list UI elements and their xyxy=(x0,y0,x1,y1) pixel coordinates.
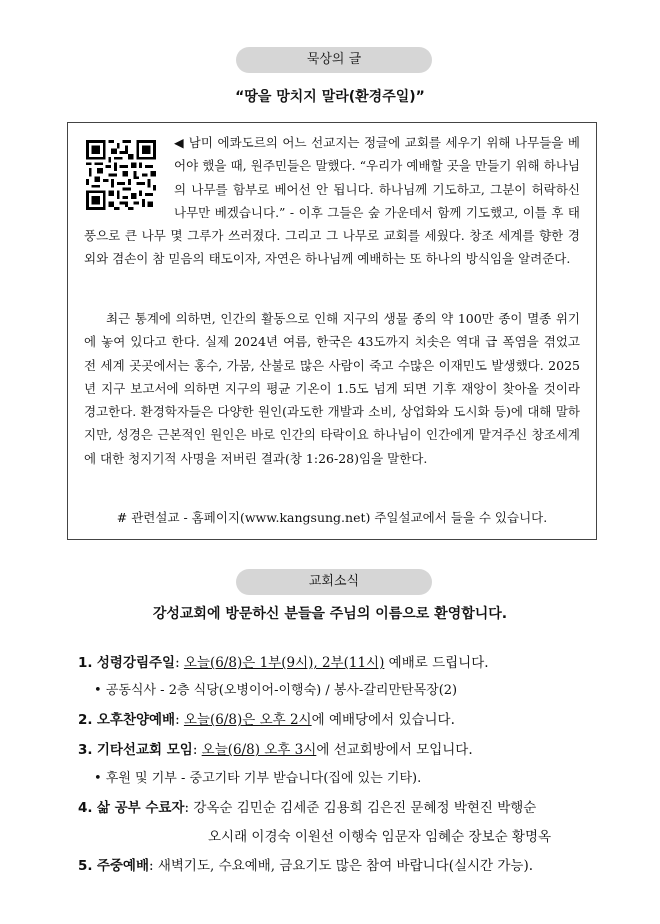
news-item-5 xyxy=(78,854,608,874)
meditation-title: “땅을 망치지 말라(환경주일)” xyxy=(235,89,425,105)
related-sermon-note: # 관련설교 - 홈페이지(www.kangsung.net) 주일설교에서 들을 수 있습니다. xyxy=(116,510,548,525)
news-item-number: 4. xyxy=(78,800,93,816)
news-item-text: 에 예배당에서 있습니다. xyxy=(311,712,455,728)
news-item-heading: 주중예배 xyxy=(96,858,149,874)
news-item-colon: : xyxy=(192,742,202,758)
news-item-number: 1. xyxy=(78,655,93,671)
news-item-highlight: 오늘(6/8)은 1부(9시), 2부(11시) xyxy=(183,655,385,671)
news-item-2 xyxy=(78,708,608,728)
meditation-paragraph-1-text: ◀ 남미 에콰도르의 어느 선교지는 정글에 교회를 세우기 위해 나무들을 베어야 했을 때, 원주민들은 말했다. “우리가 예배할 곳을 만들기 위해 하나님의 나무를 함부로 베어선 안 됩니다. 하나님께 기도하고, 그분이 허락하신 나무만 베겠습니다.” - 이후 그들은 숲 가운데서 함께 기도했고, 이틀 후 태풍으로 큰 나무 몇 그루가 쓰러졌다. 그리고 그 나무로 교회를 세웠다. 창조 세계를 향한 경외와 겸손이 참 믿음의 태도이자, 자연은 하나님께 예배하는 또 하나의 방식임을 알려준다. xyxy=(84,135,580,267)
news-item-4 xyxy=(78,796,608,816)
news-item-1 xyxy=(78,651,608,671)
news-item-text: 새벽기도, 수요예배, 금요기도 많은 참여 바랍니다(실시간 가능). xyxy=(157,858,534,874)
section-label-church-news: 교회소식 xyxy=(236,569,432,595)
graduates-line-2: 오시래 이경숙 이원선 이행숙 임문자 임혜순 장보순 황명옥 xyxy=(208,829,552,845)
news-welcome: 강성교회에 방문하신 분들을 주님의 이름으로 환영합니다. xyxy=(152,606,508,622)
news-item-1-bullet: • 공동식사 - 2층 식당(오병이어-이행숙) / 봉사-갈리만탄목장(2) xyxy=(94,683,458,698)
news-item-heading: 오후찬양예배 xyxy=(96,712,176,728)
news-item-3 xyxy=(78,738,608,758)
news-item-colon: : xyxy=(184,800,194,816)
news-item-colon: : xyxy=(149,858,158,874)
news-item-heading: 성령강림주일 xyxy=(96,655,176,671)
news-item-number: 3. xyxy=(78,742,93,758)
news-item-highlight: 오늘(6/8)은 오후 2시 xyxy=(183,712,312,728)
graduates-line-1: 강옥순 김민순 김세준 김용희 김은진 문혜정 박현진 박행순 xyxy=(193,800,537,816)
news-item-number: 2. xyxy=(78,712,93,728)
news-item-text: 에 선교회방에서 모입니다. xyxy=(316,742,473,758)
news-item-heading: 삶 공부 수료자 xyxy=(96,800,185,816)
meditation-paragraph-1 xyxy=(84,131,580,271)
news-item-highlight: 오늘(6/8) 오후 3시 xyxy=(201,742,317,758)
news-item-text: 예배로 드립니다. xyxy=(384,655,489,671)
news-item-3-bullet: • 후원 및 기부 - 중고기타 기부 받습니다(집에 있는 기타). xyxy=(94,771,422,786)
news-item-colon: : xyxy=(175,712,184,728)
section-label-meditation: 묵상의 글 xyxy=(236,47,432,73)
news-item-number: 5. xyxy=(78,858,93,874)
news-item-colon: : xyxy=(175,655,184,671)
news-item-heading: 기타선교회 모임 xyxy=(96,742,193,758)
meditation-paragraph-2: 최근 통계에 의하면, 인간의 활동으로 인해 지구의 생물 종의 약 100만 종이 멸종 위기에 놓여 있다고 한다. 실제 2024년 여름, 한국은 43도까지 치솟은 역대 급 폭염을 겪었고 전 세계 곳곳에서는 홍수, 가뭄, 산불로 많은 사람이 죽고 수많은 이재민도 발생했다. 2025년 지구 보고서에 의하면 지구의 평균 기온이 1.5도 넘게 되면 기후 재앙이 찾아올 것이라 경고한다. 환경학자들은 다양한 원인(과도한 개발과 소비, 상업화와 도시화 등)에 대해 말하지만, 성경은 근본적인 원인은 바로 인간의 타락이요 하나님이 인간에게 맡겨주신 창조세계에 대한 청지기적 사명을 저버린 결과(창 1:26-28)임을 말한다. xyxy=(84,311,580,466)
